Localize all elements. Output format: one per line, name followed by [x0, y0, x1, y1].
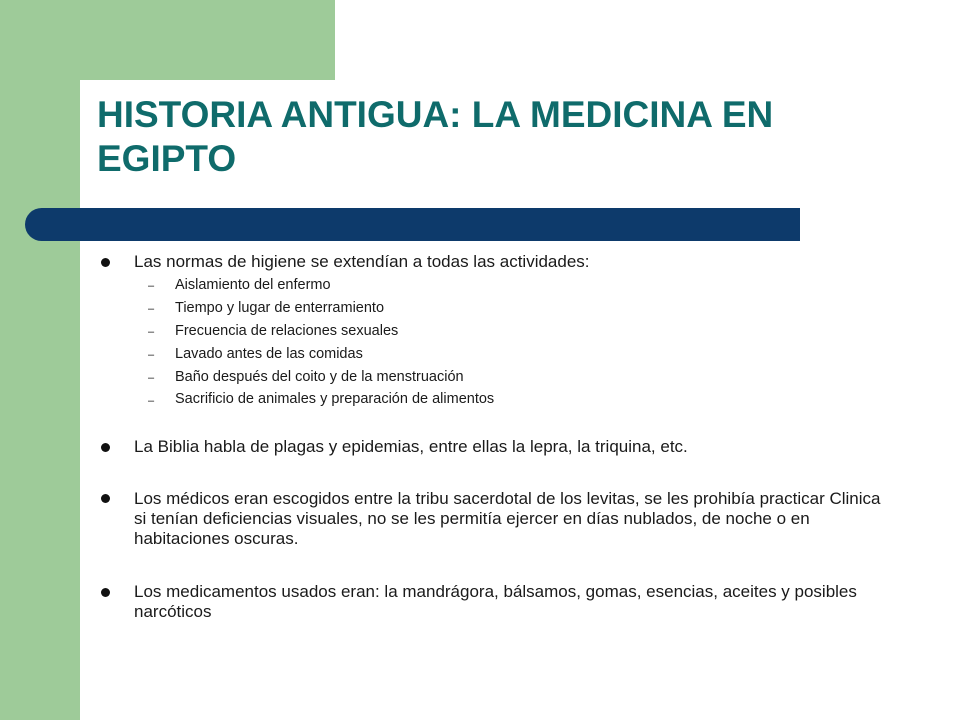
sub-bullet-text: Aislamiento del enfermo	[175, 277, 331, 293]
bullet-text: Las normas de higiene se extendían a todas las actividades:	[134, 252, 590, 271]
sub-bullet-text: Lavado antes de las comidas	[175, 346, 363, 362]
sub-bullet-dash: –	[148, 303, 155, 315]
bullet-text: Los médicos eran escogidos entre la tribu sacerdotal de los levitas, se les prohibía practicar Clinica si tenían deficiencias visuales, no se les permitía ejercer en días nublados, de noche o en habitaciones oscuras.	[134, 489, 881, 548]
slide-title: HISTORIA ANTIGUA: LA MEDICINA EN EGIPTO	[97, 94, 774, 179]
sub-bullet-dash: –	[148, 326, 155, 338]
bullet-text: Los medicamentos usados eran: la mandrágora, bálsamos, gomas, esencias, aceites y posibles narcóticos	[134, 582, 857, 621]
sub-bullet-text: Frecuencia de relaciones sexuales	[175, 323, 399, 339]
sub-bullet-dash: –	[148, 349, 155, 361]
sub-bullet-text: Tiempo y lugar de enterramiento	[175, 300, 385, 316]
bullet-text: La Biblia habla de plagas y epidemias, entre ellas la lepra, la triquina, etc.	[134, 437, 688, 456]
sub-bullet-dash: –	[148, 395, 155, 407]
bullet-dot	[101, 588, 110, 597]
sub-bullet-text: Sacrificio de animales y preparación de alimentos	[175, 391, 495, 407]
sub-bullet-dash: –	[148, 372, 155, 384]
bullet-dot	[101, 494, 110, 503]
sub-bullet-text: Baño después del coito y de la menstruación	[175, 369, 464, 385]
bullet-dot	[101, 443, 110, 452]
sub-bullet-dash: –	[148, 280, 155, 292]
bullet-dot	[101, 258, 110, 267]
